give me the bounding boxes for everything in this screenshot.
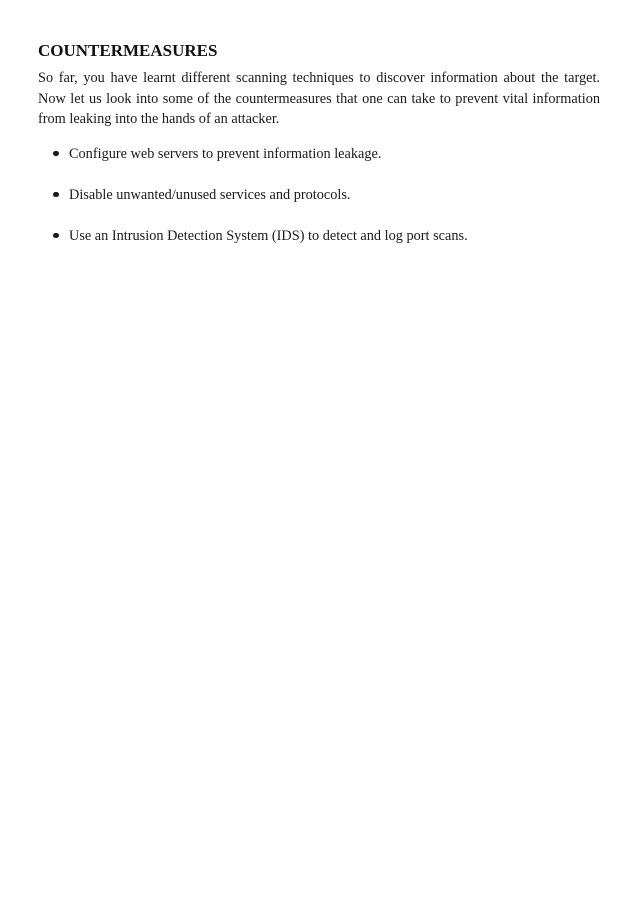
list-item-text: Use an Intrusion Detection System (IDS) to detect and log port scans. — [69, 227, 468, 244]
document-page — [38, 40, 600, 267]
bullet-icon — [53, 233, 59, 239]
section-heading: COUNTERMEASURES — [38, 41, 218, 60]
intro-paragraph: So far, you have learnt different scanning techniques to discover information about the target. Now let us look into some of the countermeasures that one can take to prevent vital information from leaking into the hands of an attacker. — [38, 70, 600, 127]
list-item — [38, 226, 600, 246]
list-item — [38, 185, 600, 205]
list-item — [38, 144, 600, 164]
bullet-icon — [53, 192, 59, 198]
list-item-text: Configure web servers to prevent information leakage. — [69, 145, 382, 162]
bullet-icon — [53, 151, 59, 157]
countermeasures-list — [38, 144, 600, 246]
list-item-text: Disable unwanted/unused services and protocols. — [69, 186, 351, 203]
